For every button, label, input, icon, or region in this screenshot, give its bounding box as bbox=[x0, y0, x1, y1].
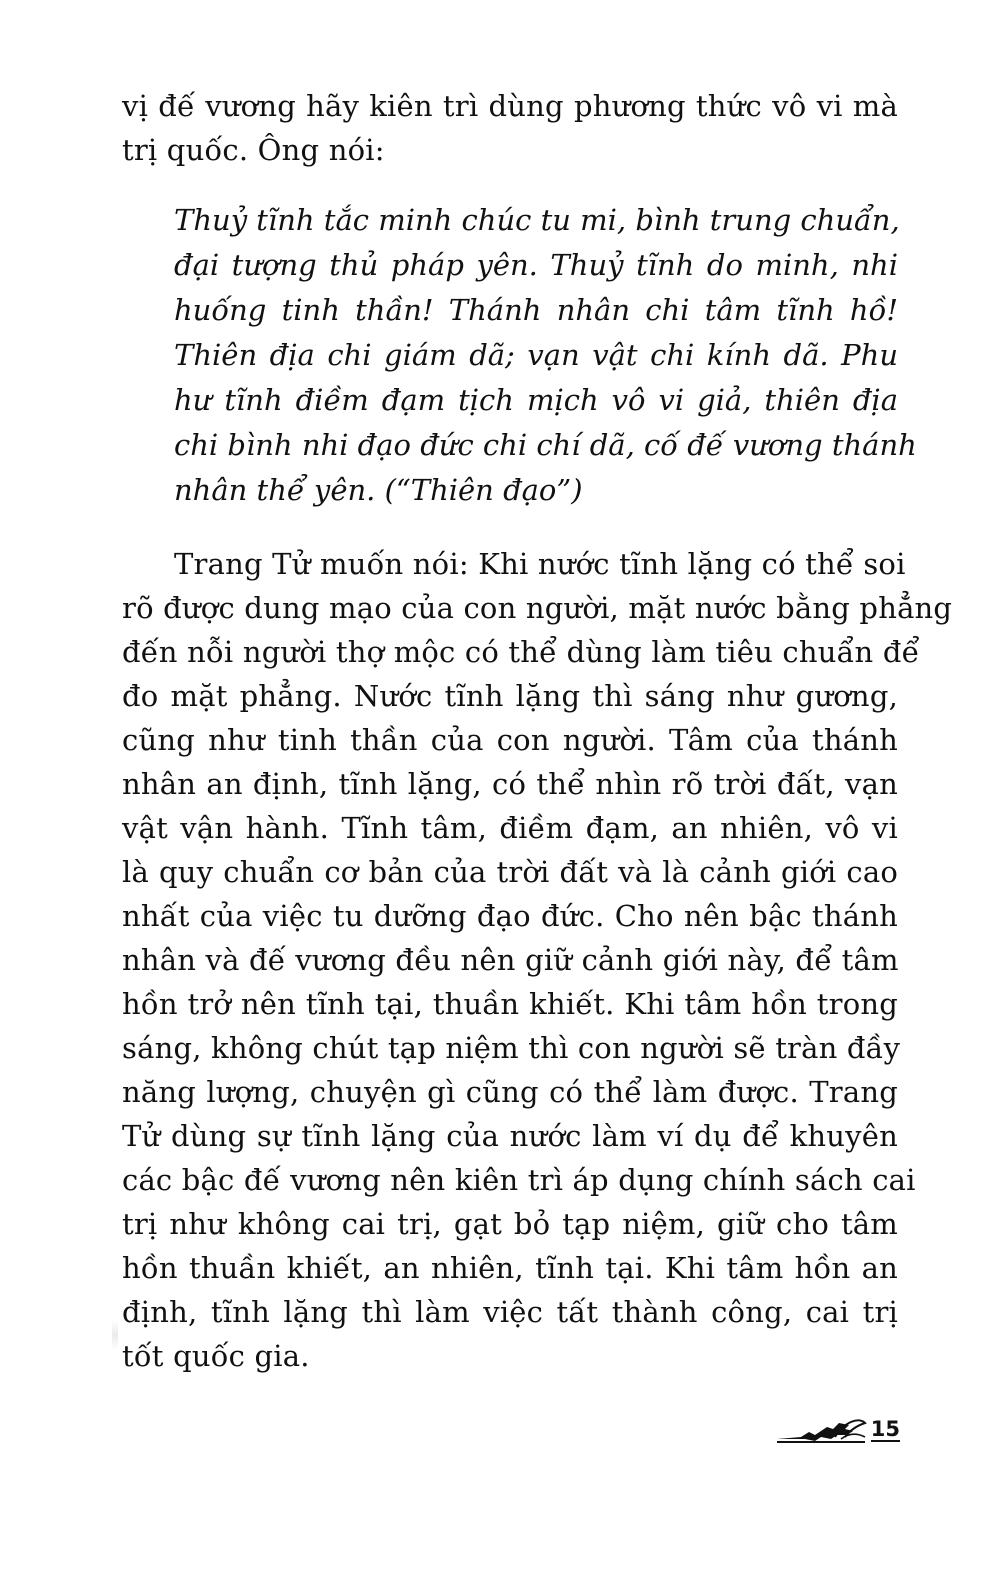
page-number: 15 bbox=[870, 1417, 900, 1441]
scan-artifact bbox=[112, 1320, 118, 1350]
quote-line: chi bình nhi đạo đức chi chí dã, cố đế vương thánh bbox=[174, 428, 917, 462]
bird-flourish-icon bbox=[775, 1415, 867, 1445]
paragraph-1 bbox=[122, 84, 898, 172]
text-line: sáng, không chút tạp niệm thì con người sẽ tràn đầy bbox=[122, 1031, 901, 1065]
text-line: Tử dùng sự tĩnh lặng của nước làm ví dụ để khuyên bbox=[122, 1119, 898, 1153]
text-line: hồn trở nên tĩnh tại, thuần khiết. Khi tâm hồn trong bbox=[122, 987, 898, 1021]
text-line: vật vận hành. Tĩnh tâm, điềm đạm, an nhiên, vô vi bbox=[122, 811, 898, 845]
quote-line: nhân thể yên. (“Thiên đạo”) bbox=[174, 473, 583, 507]
quote-line: đại tượng thủ pháp yên. Thuỷ tĩnh do minh, nhi bbox=[174, 248, 898, 282]
paragraph-2 bbox=[122, 542, 953, 1378]
text-line: trị như không cai trị, gạt bỏ tạp niệm, giữ cho tâm bbox=[122, 1207, 898, 1241]
text-line: định, tĩnh lặng thì làm việc tất thành công, cai trị bbox=[122, 1295, 898, 1329]
text-line: vị đế vương hãy kiên trì dùng phương thức vô vi mà bbox=[122, 89, 898, 123]
page-footer bbox=[775, 1412, 900, 1448]
quote-line: Thiên địa chi giám dã; vạn vật chi kính dã. Phu bbox=[174, 338, 898, 372]
text-line: cũng như tinh thần của con người. Tâm của thánh bbox=[122, 723, 898, 757]
text-line: nhân an định, tĩnh lặng, có thể nhìn rõ trời đất, vạn bbox=[122, 767, 898, 801]
text-line: tốt quốc gia. bbox=[122, 1339, 310, 1373]
text-line: rõ được dung mạo của con người, mặt nước bằng phẳng bbox=[122, 591, 953, 625]
text-line: hồn thuần khiết, an nhiên, tĩnh tại. Khi tâm hồn an bbox=[122, 1251, 898, 1285]
text-line: các bậc đế vương nên kiên trì áp dụng chính sách cai bbox=[122, 1163, 916, 1197]
quote-line: hư tĩnh điềm đạm tịch mịch vô vi giả, thiên địa bbox=[174, 383, 898, 417]
text-line: đo mặt phẳng. Nước tĩnh lặng thì sáng như gương, bbox=[122, 679, 898, 713]
text-line: là quy chuẩn cơ bản của trời đất và là cảnh giới cao bbox=[122, 855, 898, 889]
text-line: nhân và đế vương đều nên giữ cảnh giới này, để tâm bbox=[122, 943, 899, 977]
quote-line: Thuỷ tĩnh tắc minh chúc tu mi, bình trung chuẩn, bbox=[174, 203, 900, 237]
block-quote bbox=[174, 198, 917, 513]
text-line: năng lượng, chuyện gì cũng có thể làm được. Trang bbox=[122, 1075, 898, 1109]
text-line: Trang Tử muốn nói: Khi nước tĩnh lặng có thể soi bbox=[174, 547, 906, 581]
text-line: trị quốc. Ông nói: bbox=[122, 133, 385, 167]
text-line: đến nỗi người thợ mộc có thể dùng làm tiêu chuẩn để bbox=[122, 635, 920, 669]
quote-line: huống tinh thần! Thánh nhân chi tâm tĩnh hồ! bbox=[174, 293, 898, 327]
text-line: nhất của việc tu dưỡng đạo đức. Cho nên bậc thánh bbox=[122, 899, 898, 933]
